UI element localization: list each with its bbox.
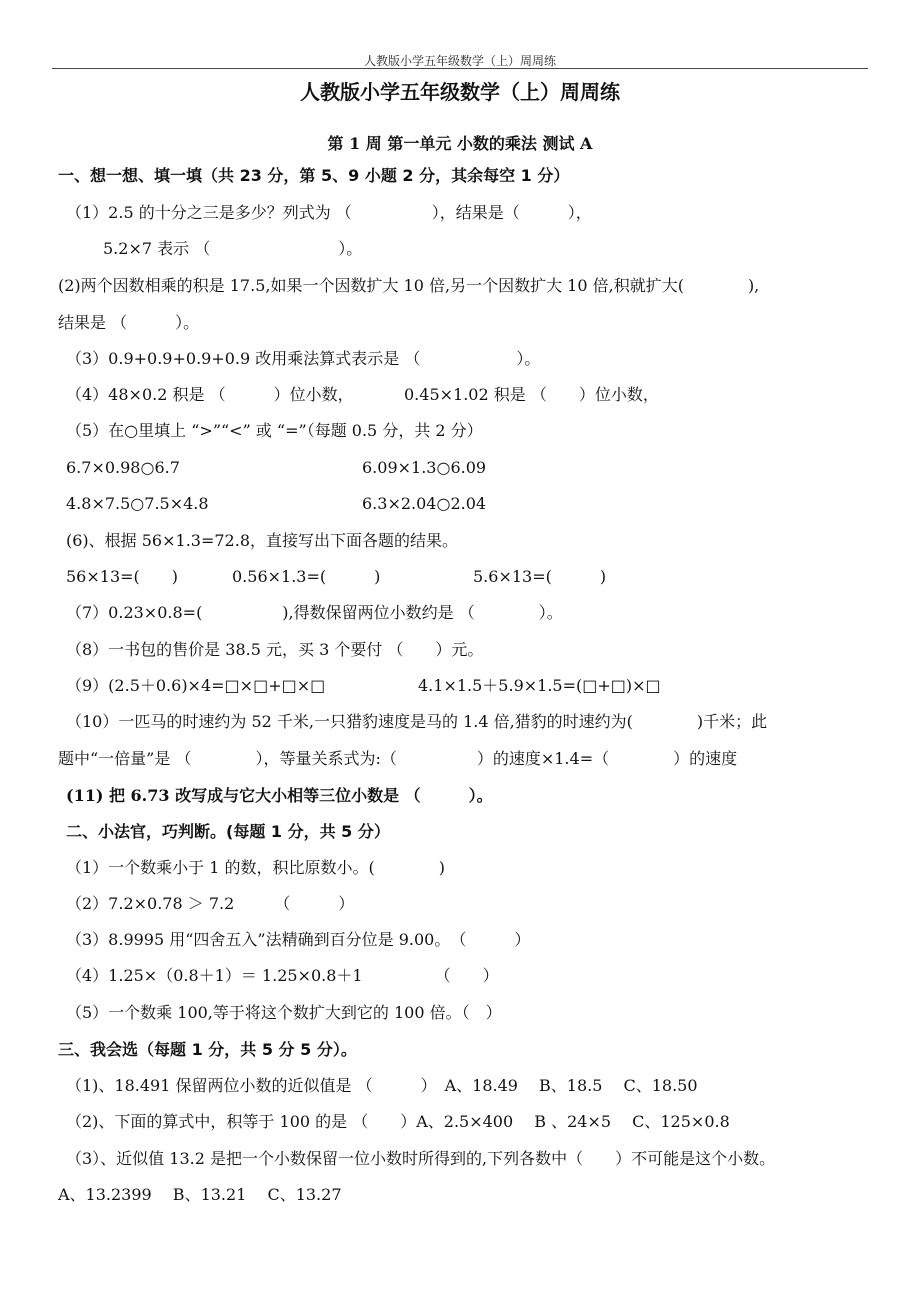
question-line: 0.45×1.02 积是 （ ）位小数， [404, 385, 659, 404]
running-header: 人教版小学五年级数学（上）周周练 [363, 54, 556, 68]
page-subtitle: 第 1 周 第一单元 小数的乘法 测试 A [327, 134, 593, 153]
question-line: （8）一书包的售价是 38.5 元，买 3 个要付 （ ）元。 [66, 640, 484, 659]
question-line: （3）8.9995 用“四舍五入”法精确到百分位是 9.00。 （ ） [66, 930, 531, 949]
answer-item: 5.6×13=( ) [473, 567, 607, 586]
section-2-heading: 二、小法官，巧判断。(每题 1 分，共 5 分） [66, 822, 390, 841]
compare-item: 4.8×7.5○7.5×4.8 [66, 494, 209, 513]
compare-item: 6.7×0.98○6.7 [66, 458, 180, 477]
compare-item: 6.09×1.3○6.09 [362, 458, 487, 477]
question-line: 5.2×7 表示 （ ）。 [103, 239, 363, 258]
question-line: （3）0.9+0.9+0.9+0.9 改用乘法算式表示是 （ ）。 [66, 349, 541, 368]
question-line: (2)两个因数相乘的积是 17.5,如果一个因数扩大 10 倍,另一个因数扩大 10 倍,积就扩大( ), [58, 276, 760, 295]
question-line: (11) 把 6.73 改写成与它大小相等三位小数是 （ ）。 [66, 786, 493, 805]
question-line: （10）一匹马的时速约为 52 千米,一只猎豹速度是马的 1.4 倍,猎豹的时速约为( )千米；此 [66, 712, 768, 731]
question-line: (6)、根据 56×1.3=72.8，直接写出下面各题的结果。 [66, 531, 458, 550]
question-line: （1)、18.491 保留两位小数的近似值是 （ ） A、18.49 B、18.5 C、18.50 [66, 1076, 698, 1095]
question-line: （7）0.23×0.8=( ),得数保留两位小数约是 （ ）。 [66, 603, 563, 622]
answer-item: 56×13=( ) [66, 567, 179, 586]
question-line: （5）一个数乘 100,等于将这个数扩大到它的 100 倍。（ ） [66, 1003, 502, 1022]
compare-item: 6.3×2.04○2.04 [362, 494, 487, 513]
question-line: A、13.2399 B、13.21 C、13.27 [58, 1185, 342, 1204]
question-line: （1）一个数乘小于 1 的数，积比原数小。( ) [66, 858, 446, 877]
question-line: （4）1.25×（0.8＋1）＝ 1.25×0.8＋1 （ ） [66, 966, 499, 985]
page-title: 人教版小学五年级数学（上）周周练 [300, 80, 620, 104]
question-line: 题中“一倍量”是 （ ），等量关系式为:（ ）的速度×1.4=（ ）的速度 [58, 749, 738, 768]
answer-item: 0.56×1.3=( ) [232, 567, 381, 586]
question-line: 4.1×1.5＋5.9×1.5=(□+□)×□ [418, 676, 661, 695]
question-line: 结果是 （ ）。 [58, 313, 200, 332]
header-rule [52, 68, 868, 69]
question-line: （2）7.2×0.78 ＞ 7.2 （ ） [66, 894, 355, 913]
question-line: （4）48×0.2 积是 （ ）位小数， [66, 385, 354, 404]
section-1-heading: 一、想一想、填一填（共 23 分，第 5、9 小题 2 分，其余每空 1 分） [58, 166, 570, 185]
question-line: （9）(2.5＋0.6)×4=□×□+□×□ [66, 676, 326, 695]
question-line: （1）2.5 的十分之三是多少？列式为 （ ），结果是（ ）， [66, 203, 592, 222]
question-line: （3）、近似值 13.2 是把一个小数保留一位小数时所得到的,下列各数中（ ）不可能是这个小数。 [66, 1149, 776, 1168]
question-line: （2)、下面的算式中，积等于 100 的是 （ ）A、2.5×400 B 、24×5 C、125×0.8 [66, 1112, 730, 1131]
question-line: （5）在○里填上 “>”“<” 或 “=”（每题 0.5 分，共 2 分） [66, 421, 483, 440]
section-3-heading: 三、我会选（每题 1 分，共 5 分 5 分）。 [58, 1040, 357, 1059]
